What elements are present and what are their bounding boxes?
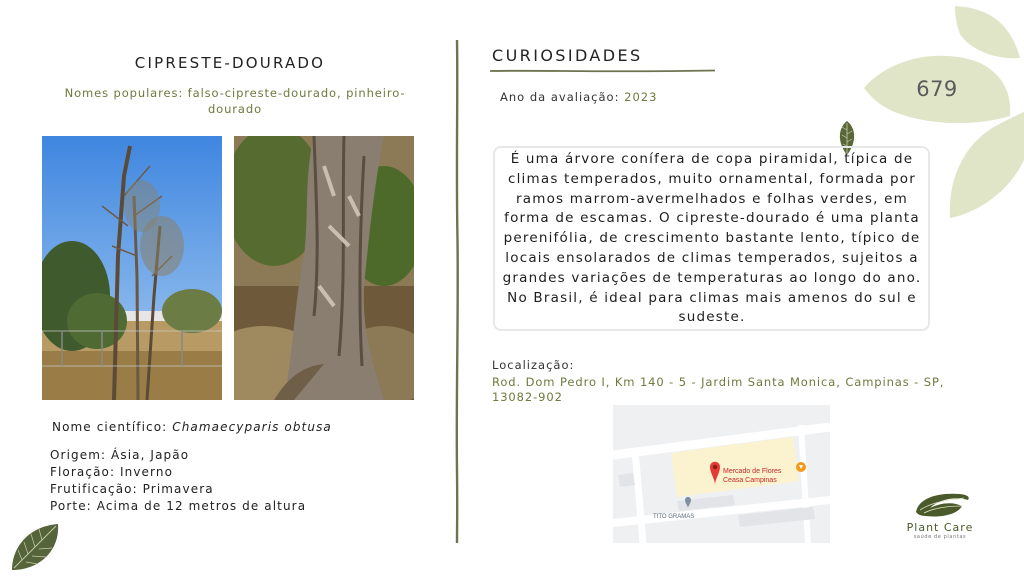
scientific-label: Nome científico: <box>52 420 168 434</box>
map-label-tito: TITO GRAMAS <box>653 514 695 520</box>
map-label-ceasa: Ceasa Campinas <box>723 477 777 484</box>
description-text: É uma árvore conífera de copa piramidal, típica de climas temperados, muito ornamental, formada por ramos marrom-avermelhados e folhas verdes, em forma de escamas. O cipreste-dourado é uma planta perenifólia, de crescimento bastante lento, típico de locais ensolarados de climas temperados, sujeitos a grandes variações de temperaturas ao longo do ano. No Brasil, é ideal para climas mais amenos do sul e sudeste. <box>502 151 922 326</box>
location-address: Rod. Dom Pedro I, Km 140 - 5 - Jardim Santa Monica, Campinas - SP, 13082-902 <box>492 375 945 404</box>
logo-name: Plant Care <box>906 521 974 534</box>
curiosities-heading: CURIOSIDADES <box>492 46 643 65</box>
vertical-divider <box>453 40 461 543</box>
tree-photo <box>42 136 222 400</box>
logo-tagline: saúde de plantas <box>913 534 967 540</box>
popular-names: Nomes populares: falso-cipreste-dourado, pinheiro-dourado <box>64 86 406 116</box>
location-map[interactable] <box>613 405 830 543</box>
badge-number: 679 <box>916 77 958 101</box>
fact-flowering: Floração: Inverno <box>50 465 174 479</box>
year-value: 2023 <box>624 90 658 104</box>
fact-fruiting: Frutificação: Primavera <box>50 482 214 496</box>
plant-title: CIPRESTE-DOURADO <box>134 54 326 72</box>
evaluation-year <box>500 90 657 104</box>
plant-facts <box>50 447 306 515</box>
scientific-name: Chamaecyparis obtusa <box>172 420 332 434</box>
map-label-market: Mercado de Flores <box>723 468 782 475</box>
trunk-photo <box>234 136 414 400</box>
fact-size: Porte: Acima de 12 metros de altura <box>50 499 307 513</box>
location-label: Localização: <box>492 358 575 372</box>
heading-underline <box>490 68 715 74</box>
decorative-leaf-bottom-left <box>8 520 62 572</box>
scientific-name-line <box>52 420 332 434</box>
fact-origin: Origem: Ásia, Japão <box>50 448 190 462</box>
year-label: Ano da avaliação: <box>500 90 620 104</box>
